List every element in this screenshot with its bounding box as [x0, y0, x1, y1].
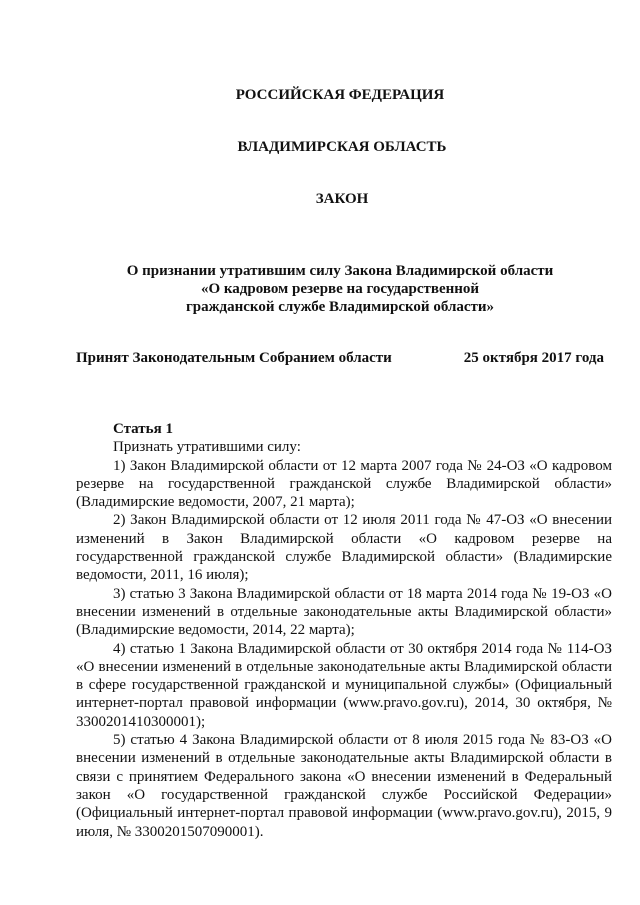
law-title-line: О признании утратившим силу Закона Владимирской области — [126, 263, 554, 279]
article-item: 3) статью 3 Закона Владимирской области от 18 марта 2014 года № 19-ОЗ «О внесении изменений в отдельные законодательные акты Владимирской области» (Владимирские ведомости, 2014, 22 марта); — [76, 585, 612, 639]
adoption-info — [76, 349, 604, 369]
law-title — [40, 262, 640, 316]
article-item: 5) статью 4 Закона Владимирской области от 8 июля 2015 года № 83-ОЗ «О внесении изменений в отдельные законодательные акты Владимирской области в связи с принятием Федерального закона «О внесении изменений в Федеральный закон «О государственной гражданской службе Российской Федерации» (Официальный интернет-портал правовой информации (www.pravo.gov.ru), 2015, 9 июля, № 3300201507090001). — [76, 732, 612, 840]
article-body — [76, 420, 612, 841]
adoption-date: 25 октября 2017 года — [463, 350, 604, 366]
article-title: Статья 1 — [113, 421, 173, 437]
country-heading: РОССИЙСКАЯ ФЕДЕРАЦИЯ — [235, 87, 445, 103]
article-item: 4) статью 1 Закона Владимирской области от 30 октября 2014 года № 114-ОЗ «О внесении изменений в отдельные законодательные акты Владимирской области в сфере государственной гражданской и муниципальной службы» (Официальный интернет-портал правовой информации (www.pravo.gov.ru), 2014, 30 октября, № 3300201410300001); — [76, 640, 612, 730]
article-item: 2) Закон Владимирской области от 12 июля 2011 года № 47-ОЗ «О внесении изменений в Закон Владимирской области «О кадровом резерве на государственной гражданской службе Владимирской области» (Владимирские ведомости, 2011, 16 июля); — [76, 512, 612, 584]
doc-type-heading: ЗАКОН — [315, 191, 369, 207]
law-title-line: «О кадровом резерве на государственной — [200, 281, 480, 297]
article-intro: Признать утратившими силу: — [113, 439, 301, 456]
law-title-line: гражданской службе Владимирской области» — [185, 299, 495, 315]
adopted-by: Принят Законодательным Собранием области — [76, 350, 392, 366]
region-heading: ВЛАДИМИРСКАЯ ОБЛАСТЬ — [237, 139, 447, 155]
article-item: 1) Закон Владимирской области от 12 марта 2007 года № 24-ОЗ «О кадровом резерве на государственной гражданской службе Владимирской области» (Владимирские ведомости, 2007, 21 марта); — [76, 457, 612, 511]
